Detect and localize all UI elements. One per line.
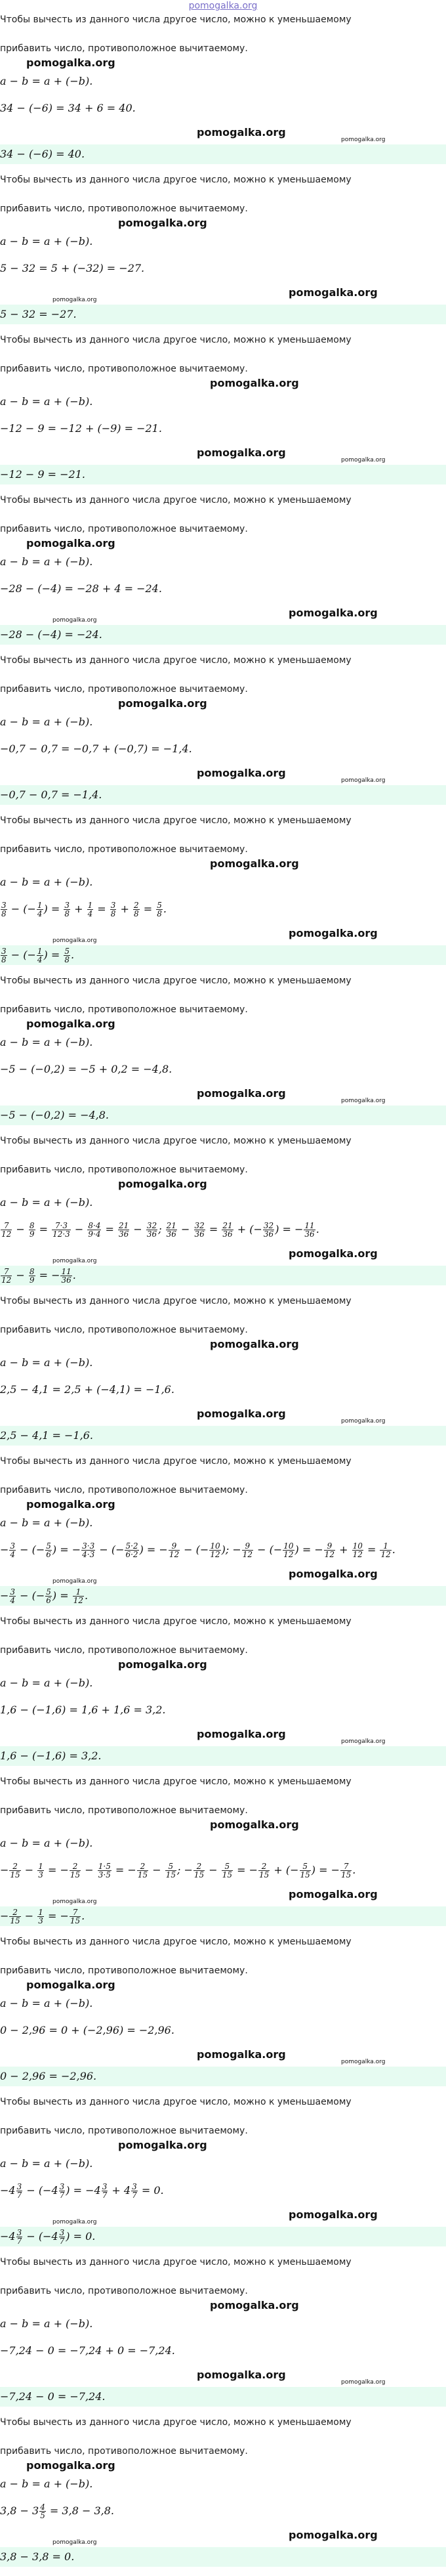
watermark: pomogalka.org	[210, 1338, 299, 1350]
rule-text-line-2: прибавить число, противоположное вычитаемому.	[0, 1805, 248, 1816]
calculation-line: −4 $\frac{3}{7}$ − (−4 $\frac{3}{7}$ ) = −4 $\frac{3}{7}$ + 4 $\frac{3}{7}$ = 0.	[0, 2182, 164, 2200]
fraction: $\frac{7}{15}$	[70, 1908, 81, 1925]
calculation-line: 5 − 32 = 5 + (−32) = −27.	[0, 262, 145, 274]
rule-text-line-1: Чтобы вычесть из данного числа другое число, можно к уменьшаемому	[0, 2417, 352, 2428]
exercise-block	[0, 974, 446, 1134]
watermark-small: pomogalka.org	[52, 2539, 97, 2546]
site-logo[interactable]: pomogalka.org	[188, 1, 258, 11]
rule-text-line-1: Чтобы вычесть из данного числа другое число, можно к уменьшаемому	[0, 2257, 352, 2267]
answer-line: 1,6 − (−1,6) = 3,2.	[0, 1746, 446, 1766]
rule-text-line-1: Чтобы вычесть из данного числа другое число, можно к уменьшаемому	[0, 1456, 352, 1467]
fraction: $\frac{1}{4}$	[37, 947, 43, 964]
fraction: $\frac{2}{15}$	[258, 1862, 270, 1879]
watermark: pomogalka.org	[197, 2048, 286, 2061]
calculation-line: − $\frac{2}{15}$ − $\frac{1}{3}$ = − $\frac{2}{15}$ − $\frac{1\cdot 5}{3\cdot 5}$ = − $\frac{2}{15}$ − $\frac{5}{15}$ ; − $\frac{2}{15}$ − $\frac{5}{15}$ = − $\frac{2}{15}$ + (− $\frac{5}{15}$ ) = − $\frac{7}{15}$ .	[0, 1862, 356, 1879]
fraction: $\frac{1\cdot 5}{3\cdot 5}$	[98, 1862, 111, 1879]
rule-text-line-2: прибавить число, противоположное вычитаемому.	[0, 2286, 248, 2296]
watermark: pomogalka.org	[26, 1979, 115, 1991]
fraction: $\frac{8}{9}$	[29, 1221, 35, 1239]
fraction: $\frac{10}{12}$	[210, 1541, 220, 1559]
answer-line: −4 $\frac{3}{7}$ − (−4 $\frac{3}{7}$ ) = 0.	[0, 2227, 446, 2246]
rule-text-line-1: Чтобы вычесть из данного числа другое число, можно к уменьшаемому	[0, 655, 352, 666]
rule-text-line-1: Чтобы вычесть из данного числа другое число, можно к уменьшаемому	[0, 976, 352, 986]
rule-text-line-1: Чтобы вычесть из данного числа другое число, можно к уменьшаемому	[0, 1296, 352, 1306]
fraction: $\frac{5}{15}$	[300, 1862, 310, 1879]
fraction: $\frac{2}{15}$	[193, 1862, 205, 1879]
watermark-small: pomogalka.org	[341, 2379, 386, 2386]
watermark: pomogalka.org	[210, 1818, 299, 1831]
exercise-block	[0, 2416, 446, 2576]
rule-text-line-1: Чтобы вычесть из данного числа другое число, можно к уменьшаемому	[0, 2097, 352, 2107]
fraction: $\frac{9}{12}$	[242, 1541, 253, 1559]
rule-text-line-2: прибавить число, противоположное вычитаемому.	[0, 524, 248, 534]
watermark-small: pomogalka.org	[52, 617, 97, 624]
watermark-small: pomogalka.org	[52, 297, 97, 303]
fraction: $\frac{3}{7}$	[16, 2228, 22, 2246]
fraction: $\frac{1}{4}$	[87, 901, 93, 918]
calculation-line: 3,8 − 3 $\frac{4}{5}$ = 3,8 − 3,8.	[0, 2502, 114, 2520]
rule-formula: a − b = a + (−b).	[0, 235, 93, 247]
watermark-small: pomogalka.org	[341, 2059, 386, 2065]
rule-formula: a − b = a + (−b).	[0, 1677, 93, 1689]
watermark-small: pomogalka.org	[341, 1418, 386, 1425]
calculation-line: − $\frac{3}{4}$ − (− $\frac{5}{6}$ ) = − $\frac{3\cdot 3}{4\cdot 3}$ − (− $\frac{5\cdot 2}{6\cdot 2}$ ) = − $\frac{9}{12}$ − (− $\frac{10}{12}$ ); − $\frac{9}{12}$ − (− $\frac{10}{12}$ ) = − $\frac{9}{12}$ + $\frac{10}{12}$ = $\frac{1}{12}$ .	[0, 1541, 395, 1559]
fraction: $\frac{5}{6}$	[46, 1587, 51, 1605]
rule-text-line-2: прибавить число, противоположное вычитаемому.	[0, 844, 248, 855]
fraction: $\frac{8\cdot 4}{9\cdot 4}$	[88, 1221, 101, 1239]
rule-text-line-2: прибавить число, противоположное вычитаемому.	[0, 684, 248, 695]
fraction: $\frac{3}{7}$	[102, 2182, 108, 2200]
answer-line: 5 − 32 = −27.	[0, 305, 446, 324]
fraction: $\frac{2}{15}$	[137, 1862, 148, 1879]
watermark: pomogalka.org	[26, 1018, 115, 1030]
rule-text-line-1: Чтобы вычесть из данного числа другое число, можно к уменьшаемому	[0, 1937, 352, 1947]
rule-text-line-1: Чтобы вычесть из данного числа другое число, можно к уменьшаемому	[0, 1776, 352, 1787]
rule-formula: a − b = a + (−b).	[0, 1356, 93, 1369]
watermark: pomogalka.org	[197, 767, 286, 779]
watermark: pomogalka.org	[197, 126, 286, 139]
watermark: pomogalka.org	[289, 2529, 378, 2541]
exercise-block	[0, 654, 446, 814]
watermark: pomogalka.org	[197, 1087, 286, 1100]
rule-text-line-2: прибавить число, противоположное вычитаемому.	[0, 1165, 248, 1175]
watermark: pomogalka.org	[289, 1888, 378, 1900]
fraction: $\frac{5}{8}$	[157, 901, 162, 918]
answer-line: 34 − (−6) = 40.	[0, 144, 446, 164]
rule-text-line-2: прибавить число, противоположное вычитаемому.	[0, 1645, 248, 1656]
watermark: pomogalka.org	[289, 1568, 378, 1580]
watermark: pomogalka.org	[118, 1178, 207, 1190]
fraction: $\frac{1}{3}$	[38, 1908, 43, 1925]
answer-line: − $\frac{2}{15}$ − $\frac{1}{3}$ = − $\frac{7}{15}$ .	[0, 1906, 446, 1926]
exercise-block	[0, 1134, 446, 1295]
fraction: $\frac{10}{12}$	[283, 1541, 294, 1559]
watermark-small: pomogalka.org	[52, 1578, 97, 1585]
watermark-small: pomogalka.org	[52, 1899, 97, 1905]
fraction: $\frac{11}{36}$	[304, 1221, 315, 1239]
watermark: pomogalka.org	[289, 286, 378, 299]
exercise-block	[0, 1935, 446, 2095]
watermark: pomogalka.org	[197, 1728, 286, 1740]
watermark: pomogalka.org	[26, 56, 115, 69]
watermark: pomogalka.org	[26, 537, 115, 549]
answer-line: 0 − 2,96 = −2,96.	[0, 2067, 446, 2086]
fraction: $\frac{3}{7}$	[59, 2228, 65, 2246]
fraction: $\frac{1}{4}$	[37, 901, 43, 918]
fraction: $\frac{32}{36}$	[146, 1221, 157, 1239]
calculation-line: 34 − (−6) = 34 + 6 = 40.	[0, 102, 136, 114]
answer-line: −0,7 − 0,7 = −1,4.	[0, 785, 446, 805]
watermark: pomogalka.org	[26, 2459, 115, 2472]
fraction: $\frac{5}{6}$	[46, 1541, 51, 1559]
watermark-small: pomogalka.org	[341, 777, 386, 784]
watermark: pomogalka.org	[289, 607, 378, 619]
rule-text-line-1: Чтобы вычесть из данного числа другое число, можно к уменьшаемому	[0, 1136, 352, 1146]
watermark: pomogalka.org	[197, 2369, 286, 2381]
exercise-block	[0, 2256, 446, 2416]
rule-text-line-1: Чтобы вычесть из данного числа другое число, можно к уменьшаемому	[0, 14, 352, 25]
exercise-block	[0, 333, 446, 494]
rule-text-line-1: Чтобы вычесть из данного числа другое число, можно к уменьшаемому	[0, 1616, 352, 1627]
exercise-block	[0, 173, 446, 333]
exercise-block	[0, 2095, 446, 2256]
calculation-line: −28 − (−4) = −28 + 4 = −24.	[0, 582, 162, 595]
fraction: $\frac{4}{5}$	[40, 2502, 45, 2520]
fraction: $\frac{7\cdot 3}{12\cdot 3}$	[52, 1221, 70, 1239]
fraction: $\frac{3}{8}$	[1, 901, 7, 918]
watermark: pomogalka.org	[210, 2299, 299, 2311]
watermark: pomogalka.org	[26, 1498, 115, 1511]
calculation-line: 1,6 − (−1,6) = 1,6 + 1,6 = 3,2.	[0, 1704, 166, 1716]
fraction: $\frac{11}{36}$	[61, 1267, 71, 1285]
rule-text-line-1: Чтобы вычесть из данного числа другое число, можно к уменьшаемому	[0, 815, 352, 826]
exercise-block	[0, 494, 446, 654]
calculation-line: 2,5 − 4,1 = 2,5 + (−4,1) = −1,6.	[0, 1383, 174, 1396]
rule-text-line-2: прибавить число, противоположное вычитаемому.	[0, 2126, 248, 2136]
rule-text-line-2: прибавить число, противоположное вычитаемому.	[0, 1485, 248, 1495]
fraction: $\frac{32}{36}$	[263, 1221, 274, 1239]
rule-text-line-1: Чтобы вычесть из данного числа другое число, можно к уменьшаемому	[0, 175, 352, 185]
watermark: pomogalka.org	[118, 697, 207, 710]
fraction: $\frac{3}{7}$	[132, 2182, 137, 2200]
fraction: $\frac{3}{8}$	[1, 947, 7, 964]
calculation-line: −12 − 9 = −12 + (−9) = −21.	[0, 422, 162, 435]
fraction: $\frac{32}{36}$	[194, 1221, 205, 1239]
exercise-block	[0, 814, 446, 974]
rule-formula: a − b = a + (−b).	[0, 876, 93, 888]
watermark: pomogalka.org	[197, 1407, 286, 1420]
watermark: pomogalka.org	[210, 377, 299, 389]
calculation-line: 0 − 2,96 = 0 + (−2,96) = −2,96.	[0, 2024, 174, 2036]
rule-formula: a − b = a + (−b).	[0, 1516, 93, 1529]
answer-line: 2,5 − 4,1 = −1,6.	[0, 1426, 446, 1446]
exercise-block	[0, 1775, 446, 1935]
exercise-block	[0, 1295, 446, 1455]
fraction: $\frac{3}{8}$	[64, 901, 70, 918]
calculation-line: $\frac{7}{12}$ − $\frac{8}{9}$ = $\frac{7\cdot 3}{12\cdot 3}$ − $\frac{8\cdot 4}{9\cdot 4}$ = $\frac{21}{36}$ − $\frac{32}{36}$ ; $\frac{21}{36}$ − $\frac{32}{36}$ = $\frac{21}{36}$ + (− $\frac{32}{36}$ ) = − $\frac{11}{36}$ .	[1, 1221, 319, 1239]
watermark: pomogalka.org	[118, 217, 207, 229]
watermark-small: pomogalka.org	[341, 457, 386, 463]
fraction: $\frac{3}{7}$	[16, 2182, 22, 2200]
calculation-line: −7,24 − 0 = −7,24 + 0 = −7,24.	[0, 2344, 175, 2357]
rule-text-line-2: прибавить число, противоположное вычитаемому.	[0, 43, 248, 54]
fraction: $\frac{1}{12}$	[380, 1541, 391, 1559]
watermark: pomogalka.org	[289, 1247, 378, 1260]
calculation-line: −5 − (−0,2) = −5 + 0,2 = −4,8.	[0, 1063, 172, 1075]
fraction: $\frac{7}{15}$	[341, 1862, 352, 1879]
fraction: $\frac{21}{36}$	[222, 1221, 233, 1239]
answer-line: −12 − 9 = −21.	[0, 465, 446, 484]
exercise-block	[0, 13, 446, 173]
fraction: $\frac{3}{7}$	[59, 2182, 65, 2200]
rule-formula: a − b = a + (−b).	[0, 75, 93, 87]
watermark: pomogalka.org	[289, 927, 378, 939]
exercise-block	[0, 1615, 446, 1775]
rule-formula: a − b = a + (−b).	[0, 2478, 93, 2490]
answer-line: − $\frac{3}{4}$ − (− $\frac{5}{6}$ ) = $\frac{1}{12}$ .	[0, 1586, 446, 1606]
answer-line: −5 − (−0,2) = −4,8.	[0, 1106, 446, 1125]
rule-formula: a − b = a + (−b).	[0, 1837, 93, 1849]
rule-formula: a − b = a + (−b).	[0, 1997, 93, 2009]
rule-text-line-2: прибавить число, противоположное вычитаемому.	[0, 1965, 248, 1976]
fraction: $\frac{21}{36}$	[119, 1221, 129, 1239]
answer-line: $\frac{7}{12}$ − $\frac{8}{9}$ = − $\frac{11}{36}$ .	[0, 1266, 446, 1285]
rule-formula: a − b = a + (−b).	[0, 555, 93, 568]
fraction: $\frac{5}{15}$	[165, 1862, 176, 1879]
calculation-line: −0,7 − 0,7 = −0,7 + (−0,7) = −1,4.	[0, 742, 192, 755]
watermark: pomogalka.org	[197, 446, 286, 459]
watermark-small: pomogalka.org	[52, 1258, 97, 1264]
rule-formula: a − b = a + (−b).	[0, 716, 93, 728]
fraction: $\frac{3}{4}$	[10, 1587, 16, 1605]
answer-line: $\frac{3}{8}$ − (− $\frac{1}{4}$ ) = $\frac{5}{8}$ .	[0, 945, 446, 965]
rule-text-line-2: прибавить число, противоположное вычитаемому.	[0, 2446, 248, 2457]
answer-line: −7,24 − 0 = −7,24.	[0, 2387, 446, 2407]
watermark-small: pomogalka.org	[341, 137, 386, 143]
watermark: pomogalka.org	[210, 857, 299, 870]
watermark-small: pomogalka.org	[341, 1098, 386, 1104]
fraction: $\frac{8}{9}$	[29, 1267, 35, 1285]
answer-line: −28 − (−4) = −24.	[0, 625, 446, 645]
fraction: $\frac{2}{15}$	[10, 1862, 20, 1879]
rule-formula: a − b = a + (−b).	[0, 1036, 93, 1048]
watermark-small: pomogalka.org	[52, 937, 97, 944]
fraction: $\frac{10}{12}$	[352, 1541, 363, 1559]
rule-text-line-2: прибавить число, противоположное вычитаемому.	[0, 204, 248, 214]
exercise-block	[0, 1455, 446, 1615]
rule-text-line-2: прибавить число, противоположное вычитаемому.	[0, 364, 248, 374]
fraction: $\frac{5}{15}$	[222, 1862, 232, 1879]
rule-formula: a − b = a + (−b).	[0, 1196, 93, 1209]
rule-formula: a − b = a + (−b).	[0, 395, 93, 408]
rule-formula: a − b = a + (−b).	[0, 2157, 93, 2170]
fraction: $\frac{21}{36}$	[166, 1221, 176, 1239]
rule-text-line-2: прибавить число, противоположное вычитаемому.	[0, 1004, 248, 1015]
fraction: $\frac{1}{3}$	[38, 1862, 43, 1879]
fraction: $\frac{3}{8}$	[110, 901, 116, 918]
fraction: $\frac{5\cdot 2}{6\cdot 2}$	[125, 1541, 138, 1559]
answer-line: 3,8 − 3,8 = 0.	[0, 2547, 446, 2567]
fraction: $\frac{9}{12}$	[169, 1541, 180, 1559]
watermark: pomogalka.org	[118, 2139, 207, 2151]
fraction: $\frac{2}{15}$	[70, 1862, 81, 1879]
rule-formula: a − b = a + (−b).	[0, 2317, 93, 2330]
rule-text-line-2: прибавить число, противоположное вычитаемому.	[0, 1325, 248, 1335]
fraction: $\frac{9}{12}$	[324, 1541, 335, 1559]
rule-text-line-1: Чтобы вычесть из данного числа другое число, можно к уменьшаемому	[0, 495, 352, 505]
watermark: pomogalka.org	[289, 2208, 378, 2221]
watermark: pomogalka.org	[118, 1658, 207, 1671]
watermark-small: pomogalka.org	[341, 1738, 386, 1745]
fraction: $\frac{2}{8}$	[134, 901, 139, 918]
watermark-small: pomogalka.org	[52, 2219, 97, 2225]
calculation-line: $\frac{3}{8}$ − (− $\frac{1}{4}$ ) = $\frac{3}{8}$ + $\frac{1}{4}$ = $\frac{3}{8}$ + $\frac{2}{8}$ = $\frac{5}{8}$ .	[1, 901, 167, 918]
fraction: $\frac{5}{8}$	[64, 947, 70, 964]
fraction: $\frac{1}{12}$	[73, 1587, 84, 1605]
fraction: $\frac{7}{12}$	[1, 1267, 12, 1285]
rule-text-line-1: Чтобы вычесть из данного числа другое число, можно к уменьшаемому	[0, 335, 352, 345]
fraction: $\frac{3\cdot 3}{4\cdot 3}$	[82, 1541, 95, 1559]
fraction: $\frac{7}{12}$	[1, 1221, 12, 1239]
fraction: $\frac{3}{4}$	[10, 1541, 16, 1559]
fraction: $\frac{2}{15}$	[10, 1908, 20, 1925]
